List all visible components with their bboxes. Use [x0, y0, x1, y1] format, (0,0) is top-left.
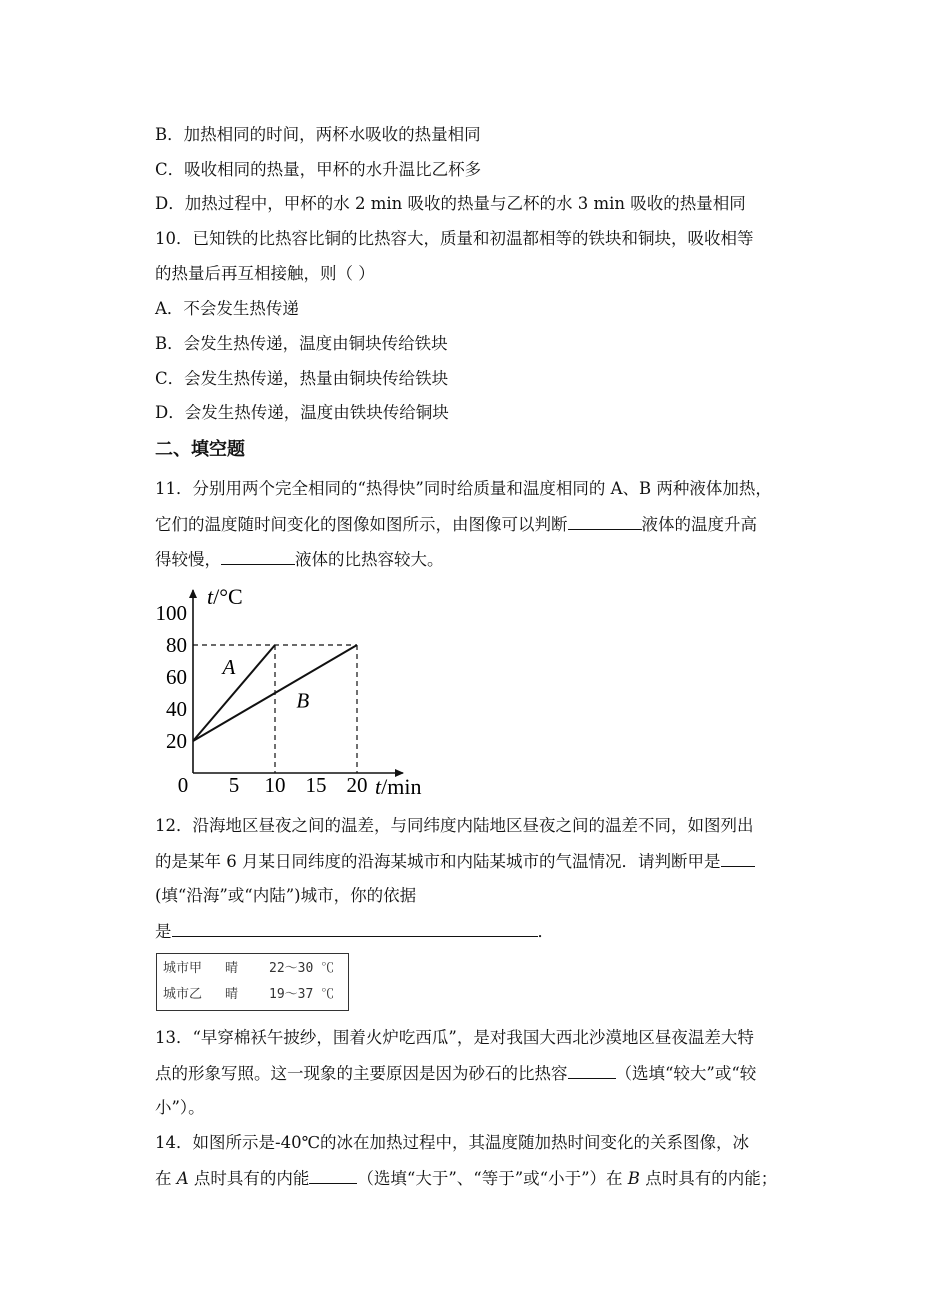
y-tick-label: 80 — [166, 633, 187, 657]
q10-stem-line2: 的热量后再互相接触，则（ ） — [155, 264, 375, 283]
weather-cond: 晴 — [225, 987, 239, 1002]
y-tick-label: 60 — [166, 665, 187, 689]
city-name: 城市乙 — [163, 987, 203, 1002]
q12-stem-line2 — [155, 850, 755, 873]
q10-option-b: B．会发生热传递，温度由铜块传给铁块 — [155, 334, 448, 353]
city-name: 城市甲 — [163, 961, 203, 976]
q13-stem-line2 — [155, 1062, 756, 1085]
weather-table — [156, 953, 349, 1011]
x-tick-label: 5 — [228, 773, 240, 797]
q13-text: （选填“较大”或“较 — [615, 1064, 757, 1083]
origin-label: 0 — [177, 773, 189, 797]
q9-option-b: B．加热相同的时间，两杯水吸收的热量相同 — [155, 125, 481, 144]
q14-stem-line2 — [155, 1167, 777, 1190]
x-tick-label: 15 — [305, 773, 327, 797]
q12-stem-line3: (填“沿海”或“内陆”)城市，你的依据 — [155, 886, 417, 905]
x-tick-label: 20 — [346, 773, 368, 797]
point-a-label: A — [176, 1169, 189, 1188]
q12-stem-line1: 12．沿海地区昼夜之间的温差，与同纬度内陆地区昼夜之间的温差不同，如图列出 — [155, 816, 754, 835]
q9-option-c: C．吸收相同的热量，甲杯的水升温比乙杯多 — [155, 160, 482, 179]
q13-text: 点的形象写照。这一现象的主要原因是因为砂石的比热容 — [155, 1064, 568, 1083]
answer-blank[interactable] — [721, 850, 755, 867]
q11-text: 得较慢， — [155, 550, 221, 569]
q12-stem-line4 — [155, 920, 554, 943]
temperature-time-chart — [145, 578, 445, 800]
point-b-label: B — [627, 1169, 640, 1188]
section-title: 二、填空题 — [155, 439, 245, 460]
q11-stem-line1: 11．分别用两个完全相同的“热得快”同时给质量和温度相同的 A、B 两种液体加热， — [155, 479, 772, 498]
q12-text: 是 — [155, 922, 172, 941]
answer-blank[interactable] — [221, 548, 295, 565]
q12-text: ． — [537, 922, 554, 941]
q14-text: （选填“大于”、“等于”或“小于”）在 — [357, 1169, 623, 1188]
q14-text: 点时具有的内能 — [193, 1169, 310, 1188]
weather-row — [163, 985, 334, 1005]
q11-stem-line2 — [155, 513, 757, 536]
temp-range: 19～37 ℃ — [269, 987, 335, 1002]
q10-stem-line1: 10．已知铁的比热容比铜的比热容大，质量和初温都相等的铁块和铜块，吸收相等 — [155, 229, 754, 248]
q11-text: 液体的温度升高 — [641, 515, 757, 534]
answer-blank[interactable] — [172, 920, 538, 937]
weather-cond: 晴 — [225, 961, 239, 976]
q10-option-a: A．不会发生热传递 — [155, 299, 299, 318]
x-tick-label: 10 — [264, 773, 286, 797]
q14-text: 点时具有的内能； — [645, 1169, 778, 1188]
y-tick-label: 40 — [166, 697, 187, 721]
answer-blank[interactable] — [568, 1062, 616, 1079]
series-label-a: A — [222, 654, 236, 679]
series-label-b: B — [296, 688, 310, 713]
q11-text: 它们的温度随时间变化的图像如图所示，由图像可以判断 — [155, 515, 568, 534]
weather-row — [163, 959, 334, 979]
y-tick-label: 20 — [166, 729, 187, 753]
q13-stem-line1: 13．“早穿棉袄午披纱，围着火炉吃西瓜”，是对我国大西北沙漠地区昼夜温差大特 — [155, 1028, 754, 1047]
q11-text: 液体的比热容较大。 — [295, 550, 444, 569]
answer-blank[interactable] — [309, 1167, 357, 1184]
q9-option-d: D．加热过程中，甲杯的水 2 min 吸收的热量与乙杯的水 3 min 吸收的热量相同 — [155, 194, 746, 213]
q12-text: 的是某年 6 月某日同纬度的沿海某城市和内陆某城市的气温情况．请判断甲是 — [155, 852, 721, 871]
q11-stem-line3 — [155, 548, 444, 571]
q10-option-c: C．会发生热传递，热量由铜块传给铁块 — [155, 369, 449, 388]
q10-option-d: D．会发生热传递，温度由铁块传给铜块 — [155, 403, 449, 422]
q14-text: 在 — [155, 1169, 172, 1188]
temp-range: 22～30 ℃ — [269, 961, 335, 976]
x-axis-label: t/min — [375, 774, 422, 799]
q14-stem-line1: 14．如图所示是-40℃的冰在加热过程中，其温度随加热时间变化的关系图像，冰 — [155, 1133, 750, 1152]
y-axis-label: t/°C — [207, 584, 243, 609]
y-tick-label: 100 — [155, 601, 187, 625]
q13-stem-line3: 小”）。 — [155, 1098, 205, 1117]
answer-blank[interactable] — [568, 513, 642, 530]
